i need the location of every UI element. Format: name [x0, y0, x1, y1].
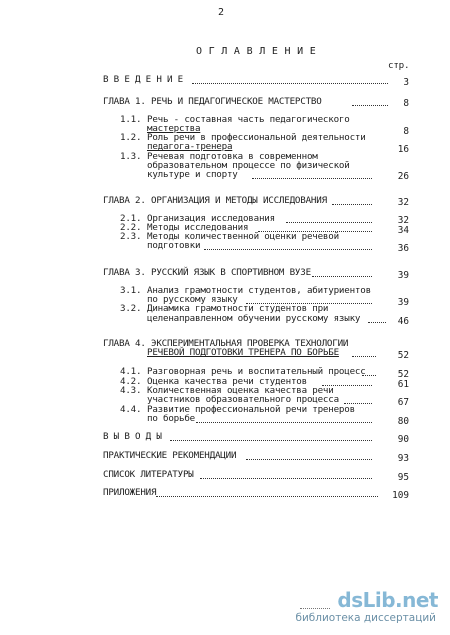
toc-leader	[246, 459, 372, 460]
toc-section-2-3-title-cont: подготовки	[147, 240, 201, 251]
toc-section-3-1-title: Анализ грамотности студентов, абитуриентов	[147, 285, 371, 296]
toc-section-2-3-title: Методы количественной оценки речевой	[147, 231, 339, 242]
toc-section-4-3-title-cont: участников образовательного процесса	[147, 394, 339, 405]
page-number: 2	[218, 7, 224, 18]
toc-section-4-1-page: 52	[397, 369, 409, 380]
toc-section-4-4-title-cont: по борьбе	[147, 413, 195, 424]
toc-leader	[200, 478, 372, 479]
toc-section-number: 1.1.	[120, 114, 142, 125]
toc-leader	[252, 178, 372, 179]
toc-section-1-3-title-cont: образовательном процессе по физической	[147, 160, 350, 171]
toc-section-number: 2.1.	[120, 213, 142, 224]
toc-leader	[286, 222, 372, 223]
toc-section-2-1-title: Организация исследования	[147, 213, 275, 224]
toc-chapter-2-page: 32	[397, 197, 409, 208]
toc-section-number: 2.2.	[120, 222, 142, 233]
toc-recommendations-page: 93	[397, 453, 409, 464]
toc-section-number: 4.1.	[120, 366, 142, 377]
toc-conclusions-title: В Ы В О Д Ы	[103, 431, 162, 442]
toc-section-1-3-page: 26	[397, 171, 409, 182]
toc-chapter-4-page: 52	[397, 350, 409, 361]
toc-section-4-4-page: 80	[397, 416, 409, 427]
toc-section-1-2-title-cont: педагога-тренера	[147, 141, 233, 152]
toc-chapter-3-page: 39	[397, 270, 409, 281]
toc-section-4-4-title: Развитие профессиональной речи тренеров	[147, 404, 355, 415]
toc-section-4-2-title: Оценка качества речи студентов	[147, 376, 307, 387]
toc-appendix-title: ПРИЛОЖЕНИЯ	[103, 487, 157, 498]
toc-section-1-1-title-cont: мастерства	[147, 123, 201, 134]
watermark[interactable]	[288, 588, 438, 628]
watermark-subtitle: библиотека диссертаций	[295, 612, 436, 624]
toc-chapter-3-title: ГЛАВА 3. РУССКИЙ ЯЗЫК В СПОРТИВНОМ ВУЗЕ	[103, 267, 311, 278]
toc-section-3-1-page: 39	[397, 297, 409, 308]
toc-section-4-2-page: 61	[397, 379, 409, 390]
toc-recommendations-title: ПРАКТИЧЕСКИЕ РЕКОМЕНДАЦИИ	[103, 450, 237, 461]
toc-section-2-3-page: 36	[397, 243, 409, 254]
toc-section-number: 4.2.	[120, 376, 142, 387]
toc-section-3-2-page: 46	[397, 316, 409, 327]
toc-leader	[332, 204, 372, 205]
toc-leader	[204, 249, 372, 250]
toc-section-2-2-title: Методы исследования	[147, 222, 249, 233]
toc-leader	[312, 276, 372, 277]
toc-section-3-2-title: Динамика грамотности студентов при	[147, 303, 329, 314]
toc-literature-title: СПИСОК ЛИТЕРАТУРЫ	[103, 469, 194, 480]
toc-section-number: 4.4.	[120, 404, 142, 415]
toc-leader	[156, 496, 378, 497]
toc-section-number: 3.2.	[120, 303, 142, 314]
toc-section-3-1-title-cont: по русскому языку	[147, 294, 238, 305]
toc-section-4-3-page: 67	[397, 397, 409, 408]
toc-appendix-page: 109	[392, 490, 409, 501]
toc-section-4-3-title: Количественная оценка качества речи	[147, 385, 334, 396]
toc-chapter-1-title: ГЛАВА 1. РЕЧЬ И ПЕДАГОГИЧЕСКОЕ МАСТЕРСТВО	[103, 96, 322, 107]
toc-section-number: 4.3.	[120, 385, 142, 396]
toc-section-1-1-title: Речь - составная часть педагогического	[147, 114, 350, 125]
toc-literature-page: 95	[397, 472, 409, 483]
toc-chapter-2-title: ГЛАВА 2. ОРГАНИЗАЦИЯ И МЕТОДЫ ИССЛЕДОВАНИЯ	[103, 195, 327, 206]
toc-intro-page: 3	[403, 77, 409, 88]
toc-leader	[192, 83, 388, 84]
toc-section-2-2-page: 34	[397, 225, 409, 236]
page-column-label: стр.	[388, 60, 410, 71]
toc-section-number: 2.3.	[120, 231, 142, 242]
toc-conclusions-page: 90	[397, 434, 409, 445]
toc-section-4-1-title: Разговорная речь и воспитательный процесс	[147, 366, 366, 377]
toc-section-1-3-title-cont2: культуре и спорту	[147, 169, 238, 180]
toc-section-1-1-page: 8	[403, 126, 409, 137]
toc-section-1-2-page: 16	[397, 144, 409, 155]
toc-leader	[196, 422, 372, 423]
toc-section-number: 1.3.	[120, 151, 142, 162]
toc-chapter-4-title-cont: РЕЧЕВОЙ ПОДГОТОВКИ ТРЕНЕРА ПО БОРЬБЕ	[147, 347, 339, 358]
toc-section-3-2-title-cont: целенаправленном обучении русскому языку	[147, 313, 361, 324]
toc-section-1-3-title: Речевая подготовка в современном	[147, 151, 318, 162]
toc-section-number: 1.2.	[120, 132, 142, 143]
toc-chapter-1-page: 8	[403, 98, 409, 109]
toc-section-1-2-title: Роль речи в профессиональной деятельности	[147, 132, 366, 143]
toc-section-number: 3.1.	[120, 285, 142, 296]
toc-intro-title: В В Е Д Е Н И Е	[103, 74, 183, 85]
toc-leader	[170, 440, 372, 441]
toc-chapter-4-title: ГЛАВА 4. ЭКСПЕРИМЕНТАЛЬНАЯ ПРОВЕРКА ТЕХНОЛОГИИ	[103, 338, 349, 349]
watermark-logo: dsLib.net	[337, 588, 438, 612]
page-title: О Г Л А В Л Е Н И Е	[196, 46, 317, 57]
toc-section-2-1-page: 32	[397, 215, 409, 226]
